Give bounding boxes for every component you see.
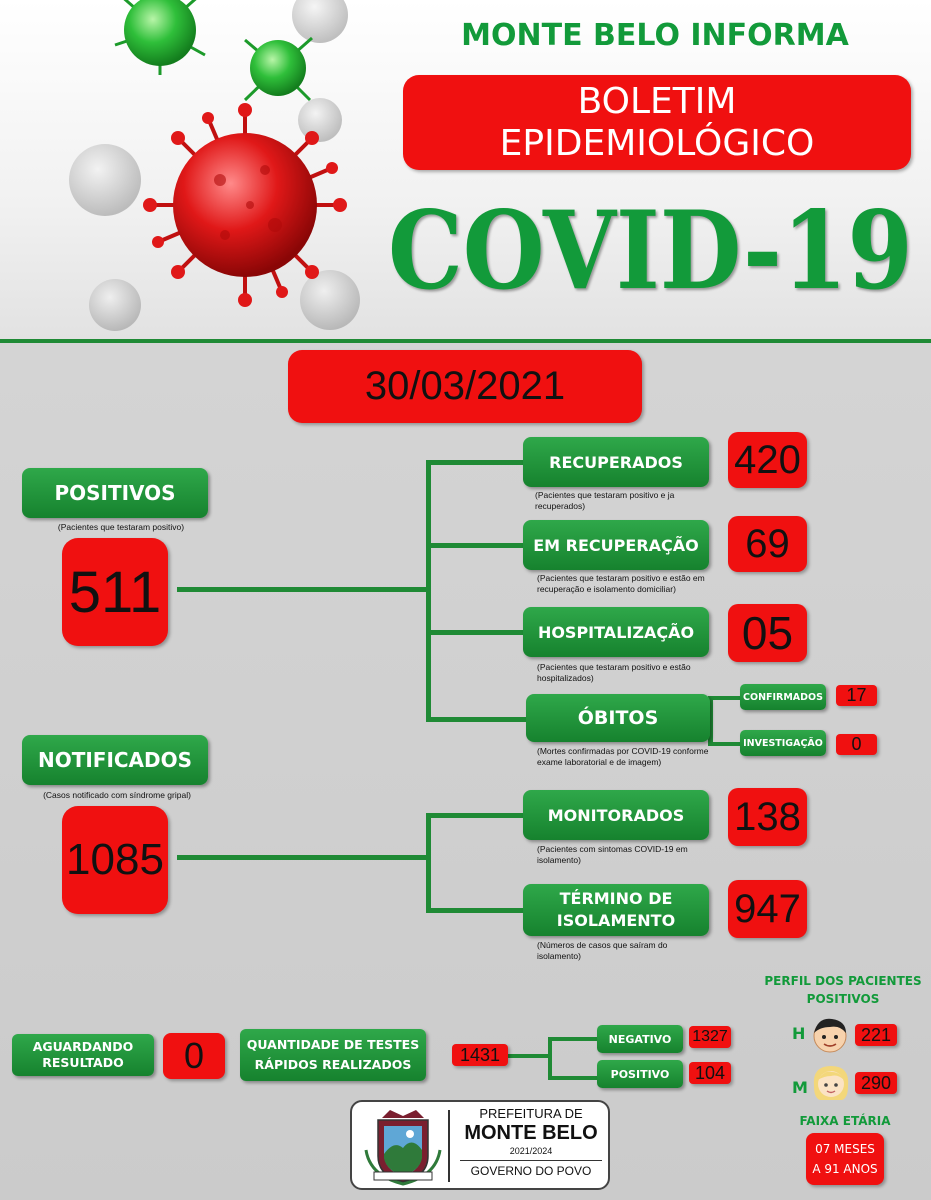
connector-line (177, 587, 429, 592)
termino-value: 947 (734, 886, 801, 931)
prefeitura-line2: MONTE BELO (464, 1122, 598, 1144)
perfil-m-value: 290 (860, 1072, 892, 1093)
testes-negativo-label (597, 1025, 683, 1053)
connector-line (177, 855, 429, 860)
positivos-value-box (62, 538, 168, 646)
testes-positivo-label (597, 1060, 683, 1088)
hospitalizacao-value-box (728, 604, 807, 662)
em-recuperacao-note: (Pacientes que testaram positivo e estão em recuperação e isolamento domiciliar) (537, 573, 705, 594)
notificados-value: 1085 (66, 835, 164, 884)
notificados-note: (Casos notificado com síndrome gripal) (43, 790, 191, 800)
testes-positivo-value: 104 (694, 1062, 726, 1083)
obitos-confirmados-value: 17 (846, 685, 867, 705)
em-recuperacao-label (523, 520, 709, 570)
faixa-etaria-line1: 07 MESES (815, 1142, 875, 1156)
monitorados-note: (Pacientes com sintomas COVID-19 em isolamento) (537, 844, 688, 865)
obitos-label (526, 694, 710, 742)
em-recuperacao-label-text: EM RECUPERAÇÃO (533, 535, 699, 555)
testes-negativo-label-text: NEGATIVO (608, 1032, 672, 1046)
testes-label-line1: QUANTIDADE DE TESTES (246, 1037, 420, 1052)
em-recuperacao-value: 69 (745, 521, 790, 566)
virus-illustration-icon (20, 0, 380, 340)
recuperados-value-box (728, 432, 807, 488)
prefeitura-line1: PREFEITURA DE (479, 1106, 583, 1121)
testes-positivo-value-box (689, 1062, 731, 1084)
faixa-etaria-line2: A 91 ANOS (812, 1162, 878, 1176)
perfil-title-line2: POSITIVOS (806, 992, 880, 1006)
prefeitura-rule (460, 1160, 602, 1161)
connector-line (426, 813, 431, 913)
aguardando-value: 0 (183, 1035, 205, 1076)
monitorados-value-box (728, 788, 807, 846)
recuperados-label (523, 437, 709, 487)
perfil-h-value-box (855, 1024, 897, 1046)
prefeitura-divider (448, 1110, 450, 1182)
prefeitura-logo (350, 1100, 610, 1190)
connector-line (708, 742, 742, 746)
obitos-investigacao-label (740, 730, 826, 756)
termino-label-line1: TÉRMINO DE (559, 889, 673, 908)
monitorados-label (523, 790, 709, 840)
obitos-label-text: ÓBITOS (577, 707, 659, 729)
positivos-label (22, 468, 208, 518)
positivos-note: (Pacientes que testaram positivo) (57, 522, 185, 532)
termino-label (523, 884, 709, 936)
testes-label-line2: RÁPIDOS REALIZADOS (254, 1057, 412, 1072)
girl-face-icon (810, 1062, 852, 1104)
boy-face-icon (810, 1015, 850, 1055)
boletim-line1: BOLETIM (577, 81, 737, 122)
city-coat-of-arms-icon (360, 1106, 446, 1186)
testes-label (240, 1029, 426, 1081)
hospitalizacao-label-text: HOSPITALIZAÇÃO (537, 622, 695, 642)
perfil-h-value: 221 (860, 1024, 892, 1045)
obitos-confirmados-label-text: CONFIRMADOS (743, 691, 823, 703)
covid-title: COVID-19 (388, 188, 913, 314)
monitorados-label-text: MONITORADOS (547, 805, 685, 825)
hospitalizacao-value: 05 (741, 607, 794, 659)
testes-value-box (452, 1044, 508, 1066)
notificados-label (22, 735, 208, 785)
perfil-h-label: H (792, 1024, 806, 1043)
connector-line (426, 543, 524, 548)
testes-positivo-label-text: POSITIVO (610, 1067, 670, 1081)
monitorados-value: 138 (734, 794, 801, 839)
connector-line (426, 717, 528, 722)
perfil-m-label: M (792, 1078, 808, 1097)
positivos-value: 511 (68, 559, 162, 625)
notificados-value-box (62, 806, 168, 914)
obitos-confirmados-label (740, 684, 826, 710)
positivos-label-text: POSITIVOS (54, 481, 176, 505)
obitos-investigacao-value-box (836, 734, 877, 755)
header-informa: MONTE BELO INFORMA (461, 18, 849, 53)
connector-line (426, 460, 524, 465)
notificados-label-text: NOTIFICADOS (37, 748, 193, 772)
recuperados-note: (Pacientes que testaram positivo e ja recuperados) (535, 490, 675, 511)
recuperados-label-text: RECUPERADOS (549, 452, 683, 472)
testes-value: 1431 (459, 1044, 501, 1065)
connector-line (708, 696, 742, 700)
termino-label-line2: ISOLAMENTO (556, 911, 676, 930)
termino-value-box (728, 880, 807, 938)
connector-line (426, 813, 524, 818)
perfil-m-value-box (855, 1072, 897, 1094)
perfil-title-line1: PERFIL DOS PACIENTES (764, 974, 922, 988)
obitos-note: (Mortes confirmadas por COVID-19 conforme exame laboratorial e de imagem) (537, 746, 709, 767)
hospitalizacao-label (523, 607, 709, 657)
hospitalizacao-note: (Pacientes que testaram positivo e estão hospitalizados) (537, 662, 691, 683)
obitos-investigacao-value: 0 (851, 734, 862, 754)
aguardando-label-line1: AGUARDANDO (32, 1039, 134, 1054)
perfil-title (755, 972, 931, 1008)
prefeitura-slogan: GOVERNO DO POVO (470, 1164, 592, 1178)
recuperados-value: 420 (734, 437, 801, 482)
date-banner (288, 350, 642, 423)
connector-line (548, 1037, 598, 1041)
testes-negativo-value-box (689, 1026, 731, 1048)
boletim-line2: EPIDEMIOLÓGICO (499, 123, 815, 164)
faixa-etaria-box (806, 1133, 884, 1185)
aguardando-label-line2: RESULTADO (42, 1055, 124, 1070)
connector-line (508, 1054, 550, 1058)
connector-line (426, 460, 431, 722)
faixa-etaria-label: FAIXA ETÁRIA (799, 1114, 891, 1128)
obitos-investigacao-label-text: INVESTIGAÇÃO (743, 737, 823, 749)
boletim-banner (403, 75, 911, 170)
termino-note: (Números de casos que saíram do isolamento) (537, 940, 668, 961)
aguardando-label (12, 1034, 154, 1076)
connector-line (426, 908, 524, 913)
date-text: 30/03/2021 (364, 364, 566, 408)
connector-line (548, 1076, 598, 1080)
connector-line (548, 1037, 552, 1080)
prefeitura-years: 2021/2024 (509, 1146, 553, 1156)
obitos-confirmados-value-box (836, 685, 877, 706)
testes-negativo-value: 1327 (692, 1028, 728, 1045)
connector-line (426, 630, 524, 635)
em-recuperacao-value-box (728, 516, 807, 572)
aguardando-value-box (163, 1033, 225, 1079)
